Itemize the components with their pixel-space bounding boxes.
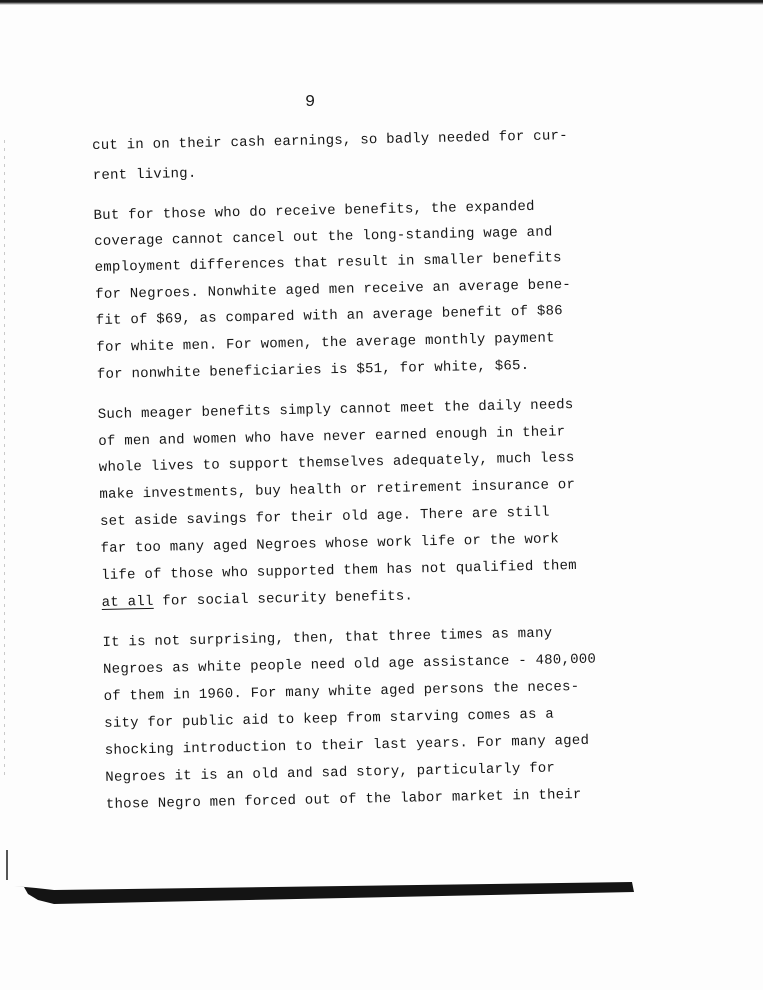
bottom-scan-bar: [14, 874, 634, 914]
text-line: far too many aged Negroes whose work life or the work: [100, 531, 560, 557]
text-line: But for those who do receive benefits, the expanded: [93, 198, 535, 225]
text-line: for white men. For women, the average monthly payment: [96, 330, 555, 357]
text-line: for Negroes. Nonwhite aged men receive an average bene-: [95, 277, 572, 304]
text-line: cut in on their cash earnings, so badly needed for cur-: [91, 128, 569, 155]
text-line: Such meager benefits simply cannot meet the daily needs: [97, 397, 574, 424]
text-line: fit of $69, as compared with an average benefit of $86: [95, 303, 564, 330]
text-line: Negroes as white people need old age assistance - 480,000: [102, 651, 597, 678]
text-line: employment differences that result in smaller benefits: [94, 250, 562, 277]
text-line: It is not surprising, then, that three times as many: [102, 625, 553, 651]
text-line-rest: for social security benefits.: [153, 588, 414, 610]
text-line: shocking introduction to their last years. For many aged: [104, 732, 590, 759]
underlined-emphasis: at all: [101, 593, 154, 611]
text-line: [102, 587, 414, 612]
text-line: of them in 1960. For many white aged persons the neces-: [103, 678, 580, 705]
text-line: coverage cannot cancel out the long-standing wage and: [93, 224, 553, 251]
text-line: set aside savings for their old age. There are still: [99, 504, 550, 530]
text-line: rent living.: [92, 165, 197, 185]
text-line: make investments, buy health or retirement insurance or: [99, 477, 576, 503]
text-line: of men and women who have never earned enough in their: [98, 424, 566, 450]
text-line: Negroes it is an old and sad story, particularly for: [105, 760, 556, 786]
text-line: sity for public aid to keep from starving comes as a: [104, 706, 555, 732]
page-number: 9: [305, 93, 316, 112]
text-line: whole lives to support themselves adequately, much less: [98, 450, 575, 476]
text-line: those Negro men forced out of the labor market in their: [105, 786, 582, 813]
text-line: for nonwhite beneficiaries is $51, for white, $65.: [96, 357, 530, 384]
text-line: life of those who supported them has not qualified them: [100, 558, 578, 584]
left-scan-mark: [6, 850, 8, 880]
